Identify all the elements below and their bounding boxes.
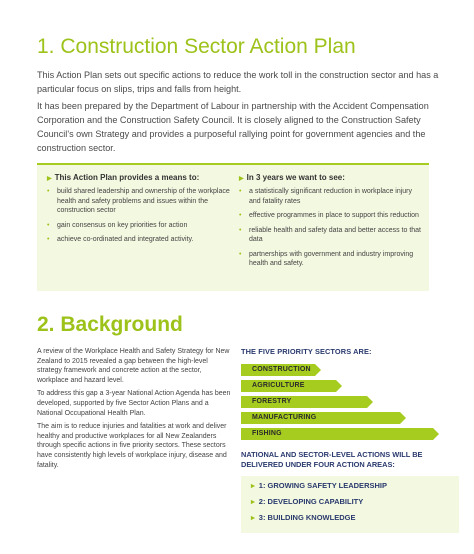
sector-bar-tip xyxy=(336,380,342,392)
bullet-icon: • xyxy=(47,188,50,195)
section1-intro: This Action Plan sets out specific actions to reduce the work toll in the construction sector and has a particular focus on slips, trips and falls from height. xyxy=(37,70,439,94)
triangle-bullet-icon: ▸ xyxy=(251,481,255,490)
means-title: ▶ This Action Plan provides a means to: xyxy=(47,173,200,182)
sector-bar-item xyxy=(241,428,459,440)
sector-bar-item xyxy=(241,380,459,392)
list-item: • effective programmes in place to support this reduction xyxy=(239,212,419,219)
sector-bar-item xyxy=(241,364,459,376)
goals-title: ▶ In 3 years we want to see: xyxy=(239,173,345,182)
list-item: • reliable health and safety data and better access to that data xyxy=(239,226,422,243)
list-item: • a statistically significant reduction in workplace injury and fatality rates xyxy=(239,188,413,205)
sector-label: FISHING xyxy=(252,430,282,437)
sector-label: FORESTRY xyxy=(252,398,292,405)
sectors-list xyxy=(241,364,459,440)
background-paragraph: To address this gap a 3-year National Action Agenda has been developed, supported by five Sector Action Plans and a National Occupational Health Plan. xyxy=(37,390,231,417)
list-item: • partnerships with government and industry improving health and safety. xyxy=(239,250,414,267)
action-plan-box xyxy=(37,163,429,291)
triangle-bullet-icon: ▶ xyxy=(47,176,52,182)
background-text xyxy=(37,347,233,474)
priority-panel xyxy=(241,347,459,533)
action-area-item: ▸ 2: DEVELOPING CAPABILITY xyxy=(251,497,364,506)
means-list xyxy=(47,187,232,245)
sector-bar-item xyxy=(241,396,459,408)
bullet-icon: • xyxy=(47,236,50,243)
sector-bar-tip xyxy=(433,428,439,440)
sector-bar-item xyxy=(241,412,459,424)
bullet-icon: • xyxy=(239,250,242,258)
section1-partnership: It has been prepared by the Department of Labour in partnership with the Accident Compensation Corporation and the Construction Safety Council. It is closely aligned to the Construction Safety Council's own Strategy and provides a purposeful rallying point for government agencies and the construction sector. xyxy=(37,101,429,153)
background-paragraph: The aim is to reduce injuries and fatalities at work and deliver healthy and productive workplaces for all New Zealanders through specific actions in five priority sectors. These sectors have consistently high levels of workplace injury, disease and fatality. xyxy=(37,423,227,469)
sector-label: AGRICULTURE xyxy=(252,382,305,389)
action-area-item: ▸ 3: BUILDING KNOWLEDGE xyxy=(251,513,356,522)
sector-label: MANUFACTURING xyxy=(252,414,317,421)
list-item: • achieve co-ordinated and integrated activity. xyxy=(47,236,194,243)
triangle-bullet-icon: ▸ xyxy=(251,513,255,522)
action-areas-box xyxy=(241,476,459,533)
actions-title: NATIONAL AND SECTOR-LEVEL ACTIONS WILL BE DELIVERED UNDER FOUR ACTION AREAS: xyxy=(241,450,423,469)
sector-label: CONSTRUCTION xyxy=(252,366,311,373)
bullet-icon: • xyxy=(47,221,50,229)
list-item: • gain consensus on key priorities for action xyxy=(47,221,188,229)
means-column xyxy=(47,173,232,250)
bullet-icon: • xyxy=(239,188,242,195)
section1-heading: 1. Construction Sector Action Plan xyxy=(37,35,356,58)
sector-bar-tip xyxy=(367,396,373,408)
action-area-item: ▸ 1: GROWING SAFETY LEADERSHIP xyxy=(251,481,387,490)
list-item: • build shared leadership and ownership of the workplace health and safety problems and issues within the construction sector xyxy=(47,188,230,214)
triangle-bullet-icon: ▶ xyxy=(239,176,244,182)
goals-list xyxy=(239,187,424,269)
sector-bar-tip xyxy=(315,364,321,376)
goals-column xyxy=(239,173,424,274)
sectors-title: THE FIVE PRIORITY SECTORS ARE: xyxy=(241,347,372,356)
section2-heading: 2. Background xyxy=(37,313,183,336)
triangle-bullet-icon: ▸ xyxy=(251,497,255,506)
background-paragraph: A review of the Workplace Health and Safety Strategy for New Zealand to 2015 revealed a gap between the high-level strategy framework and concrete action at the sector, workplace and hazard level. xyxy=(37,348,230,384)
sector-bar-tip xyxy=(400,412,406,424)
bullet-icon: • xyxy=(239,226,242,234)
bullet-icon: • xyxy=(239,212,242,219)
